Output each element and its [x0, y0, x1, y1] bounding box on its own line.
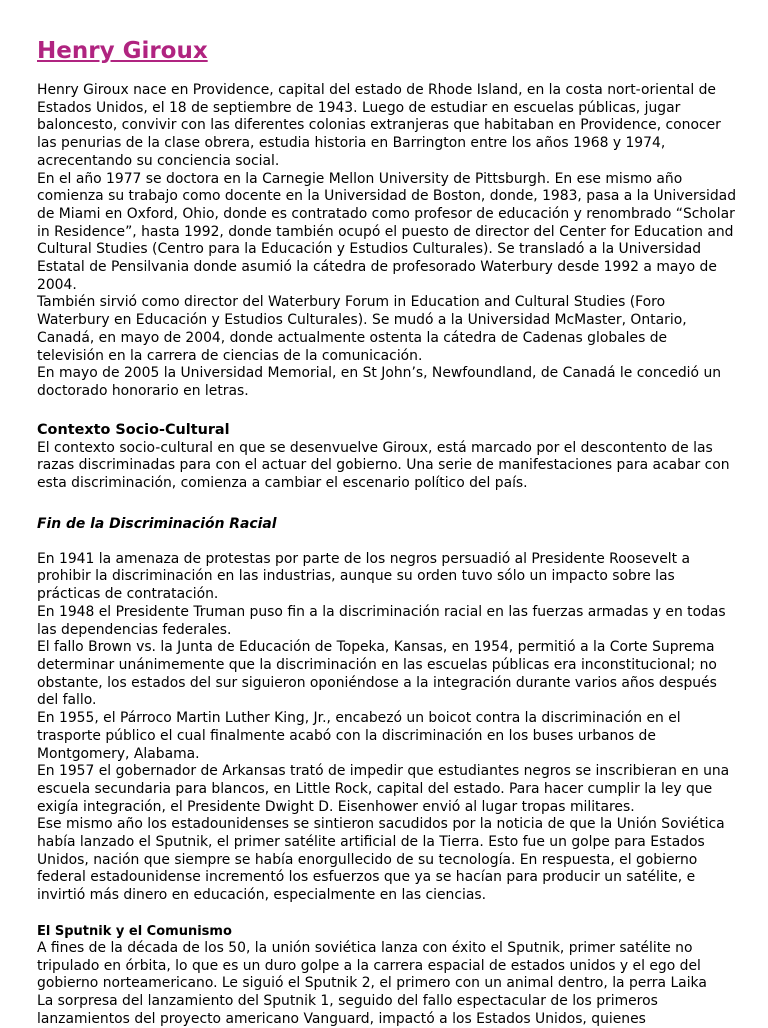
document-page: [37, 36, 737, 1028]
intro-section: [37, 82, 737, 401]
sputnik-heading: El Sputnik y el Comunismo: [37, 923, 232, 939]
page-title[interactable]: Henry Giroux: [37, 38, 208, 64]
intro-paragraph-2: En el año 1977 se doctora en la Carnegie Mellon University de Pittsburgh. En ese mismo año comienza su trabajo como docente en la Universidad de Boston, donde, 1983, pasa a la Universidad de Miami en Oxford, Ohio, donde es contratado como profesor de educación y renombrado “Scholar in Residence”, hasta 1992, donde también ocupó el puesto de director del Center for Education and Cultural Studies (Centro para la Educación y Estudios Culturales). Se transladó a la Universidad Estatal de Pensilvania donde asumió la cátedra de profesorado Waterbury desde 1992 a mayo de 2004.: [37, 170, 737, 293]
context-heading: Contexto Socio-Cultural: [37, 421, 230, 438]
sputnik-paragraph-2: La sorpresa del lanzamiento del Sputnik 1, seguido del fallo espectacular de los primeros lanzamientos del proyecto americano Vanguard, impactó a los Estados Unidos, quienes: [37, 992, 658, 1027]
discrimination-paragraph-1: En 1941 la amenaza de protestas por parte de los negros persuadió al Presidente Roosevelt a prohibir la discriminación en las industrias, aunque su orden tuvo sólo un impacto sobre las prácticas de contratación.: [37, 550, 690, 603]
intro-paragraph-1: Henry Giroux nace en Providence, capital del estado de Rhode Island, en la costa nort-oriental de Estados Unidos, el 18 de septiembre de 1943. Luego de estudiar en escuelas públicas, jugar baloncesto, convivir con las diferentes colonias extranjeras que habitaban en Providence, conocer las penurias de la clase obrera, estudia historia en Barrington entre los años 1968 y 1974, acrecentando su conciencia social.: [37, 82, 721, 169]
discrimination-paragraph-5: En 1957 el gobernador de Arkansas trató de impedir que estudiantes negros se inscribieran en una escuela secundaria para blancos, en Little Rock, capital del estado. Para hacer cumplir la ley que exigía integración, el Presidente Dwight D. Eisenhower envió al lugar tropas militares.: [37, 763, 730, 815]
context-paragraph-1: El contexto socio-cultural en que se desenvuelve Giroux, está marcado por el descontento de las razas discriminadas para con el actuar del gobierno. Una serie de manifestaciones para acabar con esta discriminación, comienza a cambiar el escenario político del país.: [37, 439, 730, 492]
intro-paragraph-4: En mayo de 2005 la Universidad Memorial, en St John’s, Newfoundland, de Canadá le concedió un doctorado honorario en letras.: [37, 365, 722, 399]
sputnik-paragraph-1: A fines de la década de los 50, la unión soviética lanza con éxito el Sputnik, primer satélite no tripulado en órbita, lo que es un duro golpe a la carrera espacial de estados unidos y el ego del gobierno norteamericano. Le siguió el Sputnik 2, el primero con un animal dentro, la perra Laika: [37, 939, 707, 992]
discrimination-paragraph-3: El fallo Brown vs. la Junta de Educación de Topeka, Kansas, en 1954, permitió a la Corte Suprema determinar unánimemente que la discriminación en las escuelas públicas era inconstitucional; no obstante, los estados del sur siguieron oponiéndose a la integración durante varios años después del fallo.: [37, 639, 717, 709]
discrimination-section: [37, 551, 737, 905]
discrimination-paragraph-4: En 1955, el Párroco Martin Luther King, Jr., encabezó un boicot contra la discriminación en el trasporte público el cual finalmente acabó con la discriminación en los buses urbanos de Montgomery, Alabama.: [37, 710, 681, 762]
discrimination-paragraph-6: Ese mismo año los estadounidenses se sintieron sacudidos por la noticia de que la Unión Soviética había lanzado el Sputnik, el primer satélite artificial de la Tierra. Esto fue un golpe para Estados Unidos, nación que siempre se había enorgullecido de su tecnología. En respuesta, el gobierno federal estadounidense incrementó los esfuerzos que ya se hacían para producir un satélite, e invirtió más dinero en educación, especialmente en las ciencias.: [37, 816, 725, 904]
context-section: [37, 440, 737, 493]
discrimination-heading: Fin de la Discriminación Racial: [37, 515, 277, 532]
sputnik-section: [37, 940, 737, 1028]
intro-paragraph-3: También sirvió como director del Waterbury Forum in Education and Cultural Studies (Foro Waterbury en Educación y Estudios Culturales). Se mudó a la Universidad McMaster, Ontario, Canadá, en mayo de 2004, donde actualmente ostenta la cátedra de Cadenas globales de televisión en la carrera de ciencias de la comunicación.: [37, 294, 687, 364]
discrimination-paragraph-2: En 1948 el Presidente Truman puso fin a la discriminación racial en las fuerzas armadas y en todas las dependencias federales.: [37, 603, 726, 638]
